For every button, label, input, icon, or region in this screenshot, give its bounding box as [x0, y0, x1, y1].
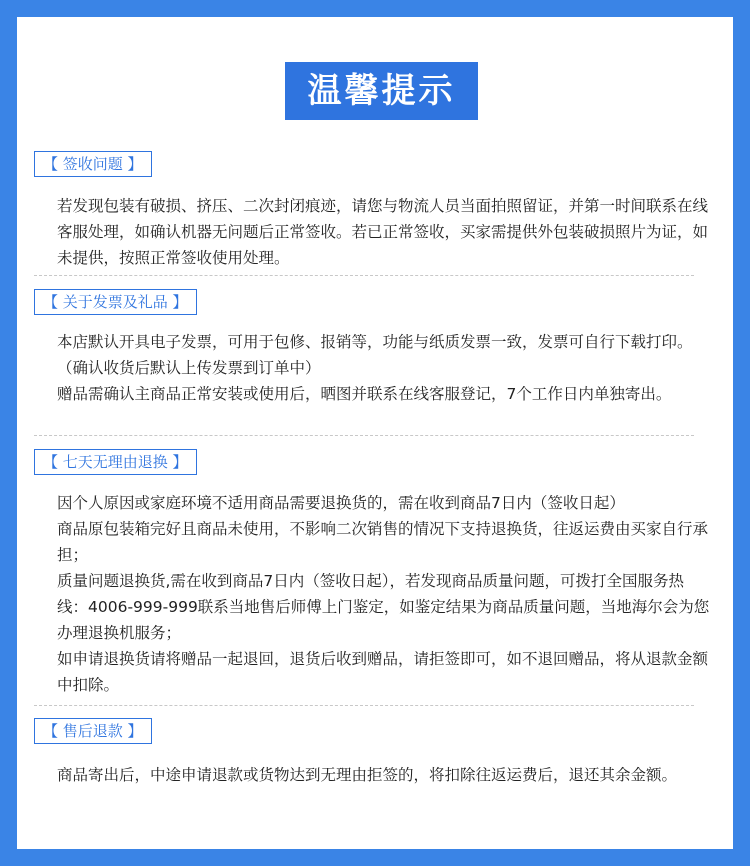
section-body-invoice-gifts — [57, 329, 711, 407]
paragraph: 商品寄出后，中途申请退款或货物达到无理由拒签的，将扣除往返运费后，退还其余金额。 — [57, 766, 678, 784]
paragraph: 因个人原因或家庭环境不适用商品需要退换货的，需在收到商品7日内（签收日起） — [57, 494, 625, 512]
section-tag-invoice-gifts: 【 关于发票及礼品 】 — [34, 289, 197, 315]
paragraph: 赠品需确认主商品正常安装或使用后，晒图并联系在线客服登记，7个工作日内单独寄出。 — [57, 385, 672, 403]
section-tag-refund: 【 售后退款 】 — [34, 718, 152, 744]
paragraph: 如申请退换货请将赠品一起退回，退货后收到赠品，请拒签即可，如不退回赠品，将从退款金额中扣除。 — [57, 650, 709, 694]
section-body-seven-day-return — [57, 490, 711, 698]
section-divider — [34, 435, 694, 436]
paragraph: 若发现包装有破损、挤压、二次封闭痕迹，请您与物流人员当面拍照留证，并第一时间联系在线客服处理，如确认机器无问题后正常签收。若已正常签收，买家需提供外包装破损照片为证，如未提供，按照正常签收使用处理。 — [57, 197, 709, 267]
paragraph: 质量问题退换货,需在收到商品7日内（签收日起），若发现商品质量问题，可拨打全国服务热线：4006-999-999联系当地售后师傅上门鉴定，如鉴定结果为商品质量问题，当地海尔会为您办理退换机服务； — [57, 572, 710, 642]
section-divider — [34, 705, 694, 706]
section-tag-seven-day-return: 【 七天无理由退换 】 — [34, 449, 197, 475]
section-tag-sign-receipt: 【 签收问题 】 — [34, 151, 152, 177]
paragraph: 商品原包装箱完好且商品未使用，不影响二次销售的情况下支持退换货，往返运费由买家自行承担； — [57, 520, 709, 564]
section-body-sign-receipt — [57, 193, 711, 271]
tips-card — [17, 17, 733, 849]
paragraph: 本店默认开具电子发票，可用于包修、报销等，功能与纸质发票一致，发票可自行下载打印。（确认收货后默认上传发票到订单中） — [57, 333, 693, 377]
section-body-refund — [57, 762, 711, 788]
section-divider — [34, 275, 694, 276]
page-title: 温馨提示 — [285, 62, 478, 120]
